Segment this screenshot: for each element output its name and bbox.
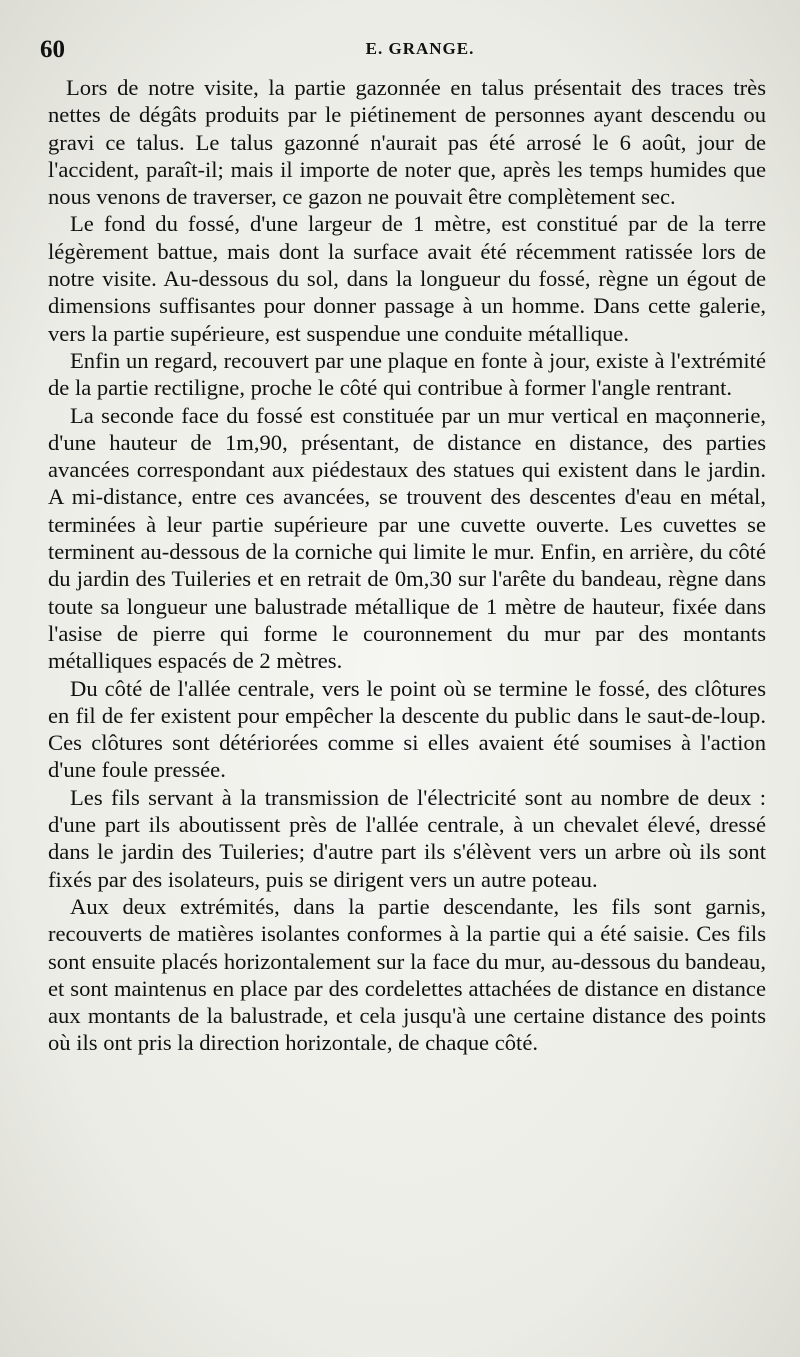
paragraph: Aux deux extrémités, dans la partie descendante, les fils sont garnis, recouverts de matières isolantes conformes à la partie qui a été saisie. Ces fils sont ensuite placés horizontalement sur la face du mur, au-dessous du bandeau, et sont maintenus en place par des cordelettes attachées de distance en distance aux montants de la balustrade, et cela jusqu'à une certaine distance des points où ils ont pris la direction horizontale, de chaque côté. bbox=[48, 893, 766, 1056]
paragraph: Le fond du fossé, d'une largeur de 1 mètre, est constitué par de la terre légèrement battue, mais dont la surface avait été récemment ratissée lors de notre visite. Au-dessous du sol, dans la longueur du fossé, règne un égout de dimensions suffisantes pour donner passage à un homme. Dans cette galerie, vers la partie supérieure, est suspendue une conduite métallique. bbox=[48, 211, 766, 346]
paragraph: La seconde face du fossé est constituée par un mur vertical en maçonnerie, d'une hauteur de 1m,90, présentant, de distance en distance, des parties avancées correspondant aux piédestaux des statues qui existent dans le jardin. A mi-distance, entre ces avancées, se trouvent des descentes d'eau en métal, terminées à leur partie supérieure par une cuvette ouverte. Les cuvettes se terminent au-dessous de la corniche qui limite le mur. Enfin, en arrière, du côté du jardin des Tuileries et en retrait de 0m,30 sur l'arête du bandeau, règne dans toute sa longueur une balustrade métallique de 1 mètre de hauteur, fixée dans l'asise de pierre qui forme le couronnement du mur par des montants métalliques espacés de 2 mètres. bbox=[48, 402, 766, 674]
paragraph: Lors de notre visite, la partie gazonnée en talus présentait des traces très nettes de dégâts produits par le piétinement de personnes ayant descendu ou gravi ce talus. Le talus gazonné n'aurait pas été arrosé le 6 août, jour de l'accident, paraît-il; mais il importe de noter que, après les temps humides que nous venons de traverser, ce gazon ne pouvait être complètement sec. bbox=[48, 75, 766, 210]
paragraph: Enfin un regard, recouvert par une plaque en fonte à jour, existe à l'extrémité de la partie rectiligne, proche le côté qui contribue à former l'angle rentrant. bbox=[48, 347, 766, 401]
page-number: 60 bbox=[40, 36, 65, 63]
running-head: E. GRANGE. bbox=[365, 39, 475, 58]
paragraph: Du côté de l'allée centrale, vers le point où se termine le fossé, des clôtures en fil de fer existent pour empêcher la descente du public dans le saut-de-loup. Ces clôtures sont détériorées comme si elles avaient été soumises à l'action d'une foule pressée. bbox=[48, 675, 766, 783]
paragraph: Les fils servant à la transmission de l'électricité sont au nombre de deux : d'une part ils aboutissent près de l'allée centrale, à un chevalet élevé, dressé dans le jardin des Tuileries; d'autre part ils s'élèvent vers un arbre où ils sont fixés par des isolateurs, puis se dirigent vers un autre poteau. bbox=[48, 784, 766, 892]
page-header bbox=[40, 36, 760, 66]
body-text bbox=[48, 74, 766, 1057]
